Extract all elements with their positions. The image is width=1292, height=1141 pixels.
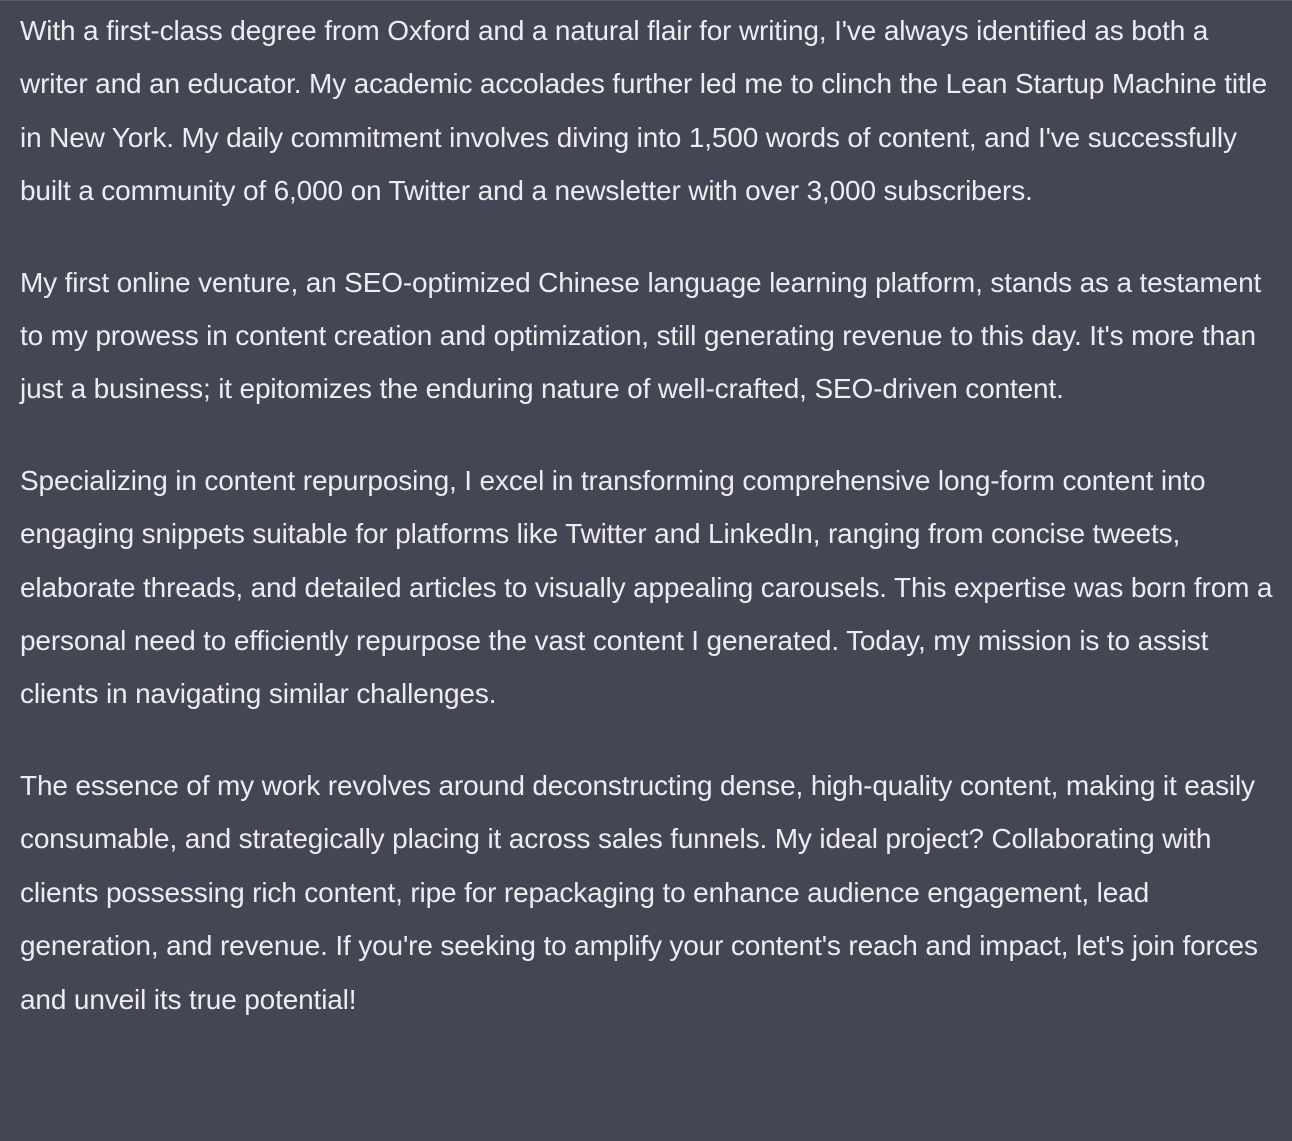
message-paragraph-2: My first online venture, an SEO-optimized Chinese language learning platform, stands as a testament to my prowess in content creation and optimization, still generating revenue to this day. It's more than just a business; it epitomizes the enduring nature of well-crafted, SEO-driven content. [20,266,1262,405]
message-paragraph-4: The essence of my work revolves around deconstructing dense, high-quality content, making it easily consumable, and strategically placing it across sales funnels. My ideal project? Collaborating with clients possessing rich content, ripe for repackaging to enhance audience engagement, lead generation, and revenue. If you're seeking to amplify your content's reach and impact, let's join forces and unveil its true potential! [20,769,1258,1015]
message-paragraph-3: Specializing in content repurposing, I excel in transforming comprehensive long-form content into engaging snippets suitable for platforms like Twitter and LinkedIn, ranging from concise tweets, elaborate threads, and detailed articles to visually appealing carousels. This expertise was born from a personal need to efficiently repurpose the vast content I generated. Today, my mission is to assist clients in navigating similar challenges. [20,464,1273,710]
top-divider [0,0,1292,1]
assistant-message [20,4,1282,1026]
message-paragraph-1: With a first-class degree from Oxford and a natural flair for writing, I've always identified as both a writer and an educator. My academic accolades further led me to clinch the Lean Startup Machine title in New York. My daily commitment involves diving into 1,500 words of content, and I've successfully built a community of 6,000 on Twitter and a newsletter with over 3,000 subscribers. [20,15,1268,207]
